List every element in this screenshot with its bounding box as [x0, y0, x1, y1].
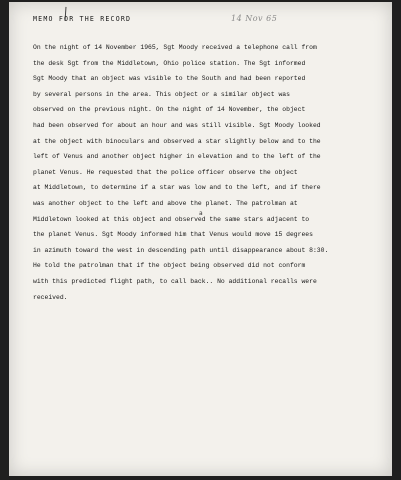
memo-line: Middletown looked at this object and observed the same stars adjacent to — [33, 215, 310, 223]
memo-line: Sgt Moody that an object was visible to the South and had been reported — [33, 75, 306, 83]
handwritten-date-note: 14 Nov 65 — [231, 14, 278, 23]
memo-line: planet Venus. He requested that the police officer observe the object — [33, 168, 298, 176]
memo-line: by several persons in the area. This object or a similar object was — [33, 90, 290, 98]
memo-line: observed on the previous night. On the night of 14 November, the object — [33, 106, 306, 114]
memo-heading: MEMO FOR THE RECORD — [33, 15, 132, 23]
handwritten-insert-mark: a — [199, 210, 203, 217]
memo-body — [33, 40, 383, 305]
memo-line: left of Venus and another object higher in elevation and to the left of the — [33, 153, 321, 161]
memo-line: received. — [33, 293, 68, 301]
memo-line: He told the patrolman that if the object being observed did not conform — [33, 262, 306, 270]
document-page — [9, 2, 392, 476]
memo-line: had been observed for about an hour and was still visible. Sgt Moody looked — [33, 121, 321, 129]
memo-line: the desk Sgt from the Middletown, Ohio police station. The Sgt informed — [33, 59, 306, 67]
memo-line: at Middletown, to determine if a star was low and to the left, and if there — [33, 184, 321, 192]
memo-line: was another object to the left and above the planet. The patrolman at — [33, 199, 298, 207]
memo-line: the planet Venus. Sgt Moody informed him that Venus would move 15 degrees — [33, 231, 313, 239]
memo-line: in azimuth toward the west in descending path until disappearance about 8:30. — [33, 246, 329, 254]
memo-line: On the night of 14 November 1965, Sgt Moody received a telephone call from — [33, 44, 317, 51]
memo-line: with this predicted flight path, to call back.. No additional recalls were — [33, 277, 317, 285]
memo-line: at the object with binoculars and observed a star slightly below and to the — [33, 137, 321, 145]
